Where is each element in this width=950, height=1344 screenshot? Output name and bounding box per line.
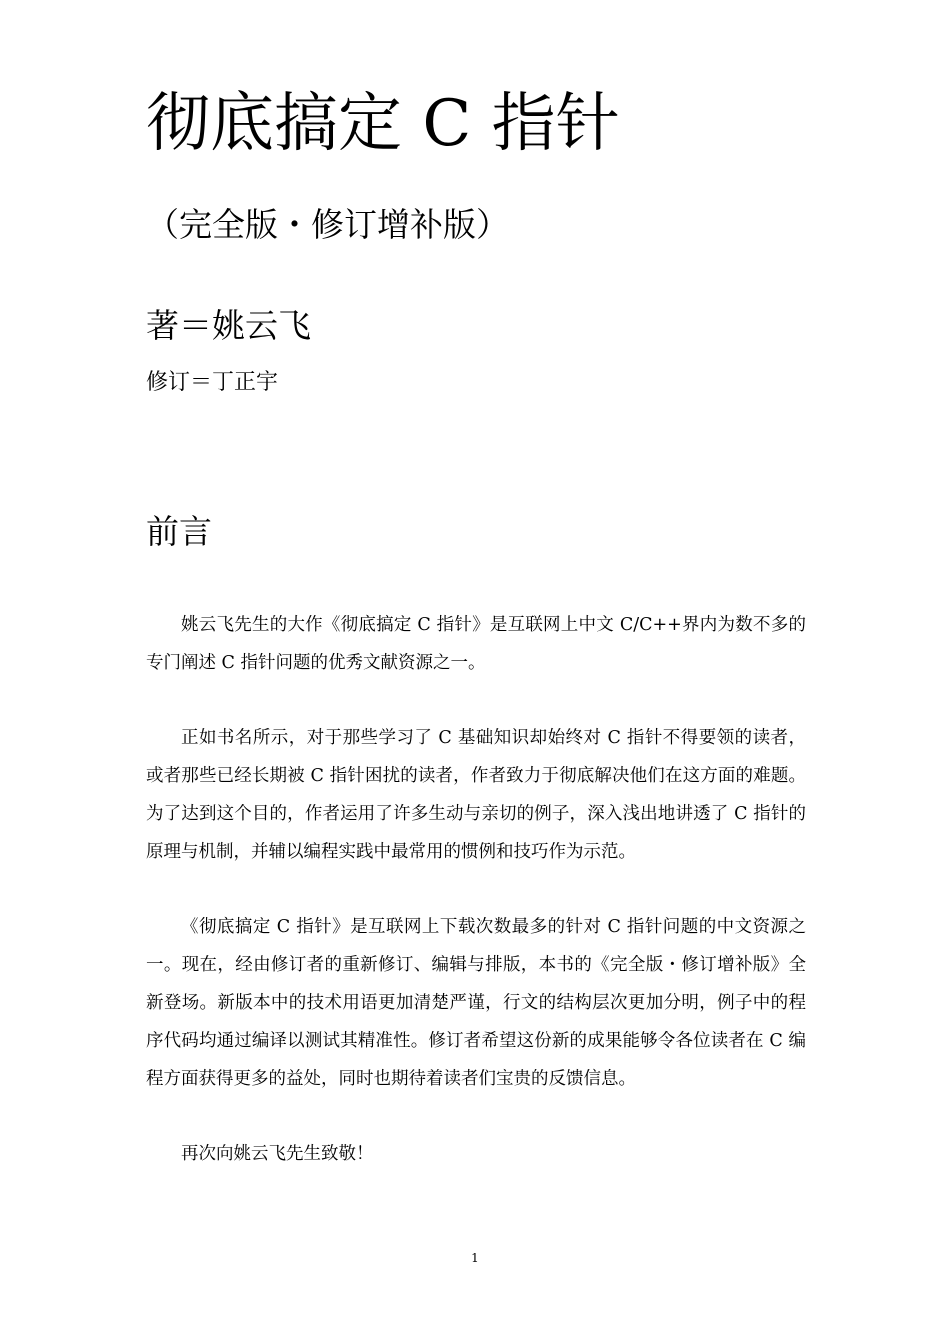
preface-paragraph-4: 再次向姚云飞先生致敬！ — [181, 1144, 374, 1164]
page-number: 1 — [471, 1251, 479, 1265]
document-title: 彻底搞定 C 指针 — [146, 87, 620, 161]
document-subtitle: （完全版・修订增补版） — [146, 205, 509, 244]
preface-paragraph-1: 姚云飞先生的大作《彻底搞定 C 指针》是互联网上中文 C/C++界内为数不多的专门阐述 C 指针问题的优秀文献资源之一。 — [146, 615, 806, 673]
preface-heading: 前言 — [146, 512, 212, 551]
preface-paragraph-2: 正如书名所示，对于那些学习了 C 基础知识却始终对 C 指针不得要领的读者，或者那些已经长期被 C 指针困扰的读者，作者致力于彻底解决他们在这方面的难题。为了达到这个目的，作者运用了许多生动与亲切的例子，深入浅出地讲透了 C 指针的原理与机制，并辅以编程实践中最常用的惯例和技巧作为示范。 — [146, 728, 806, 862]
preface-body — [146, 606, 806, 1210]
preface-paragraph-3: 《彻底搞定 C 指针》是互联网上下载次数最多的针对 C 指针问题的中文资源之一。现在，经由修订者的重新修订、编辑与排版，本书的《完全版・修订增补版》全新登场。新版本中的技术用语更加清楚严谨，行文的结构层次更加分明，例子中的程序代码均通过编译以测试其精准性。修订者希望这份新的成果能够令各位读者在 C 编程方面获得更多的益处，同时也期待着读者们宝贵的反馈信息。 — [146, 917, 806, 1089]
author-line: 著＝姚云飞 — [146, 306, 311, 345]
reviser-line: 修订＝丁正宇 — [146, 370, 279, 395]
